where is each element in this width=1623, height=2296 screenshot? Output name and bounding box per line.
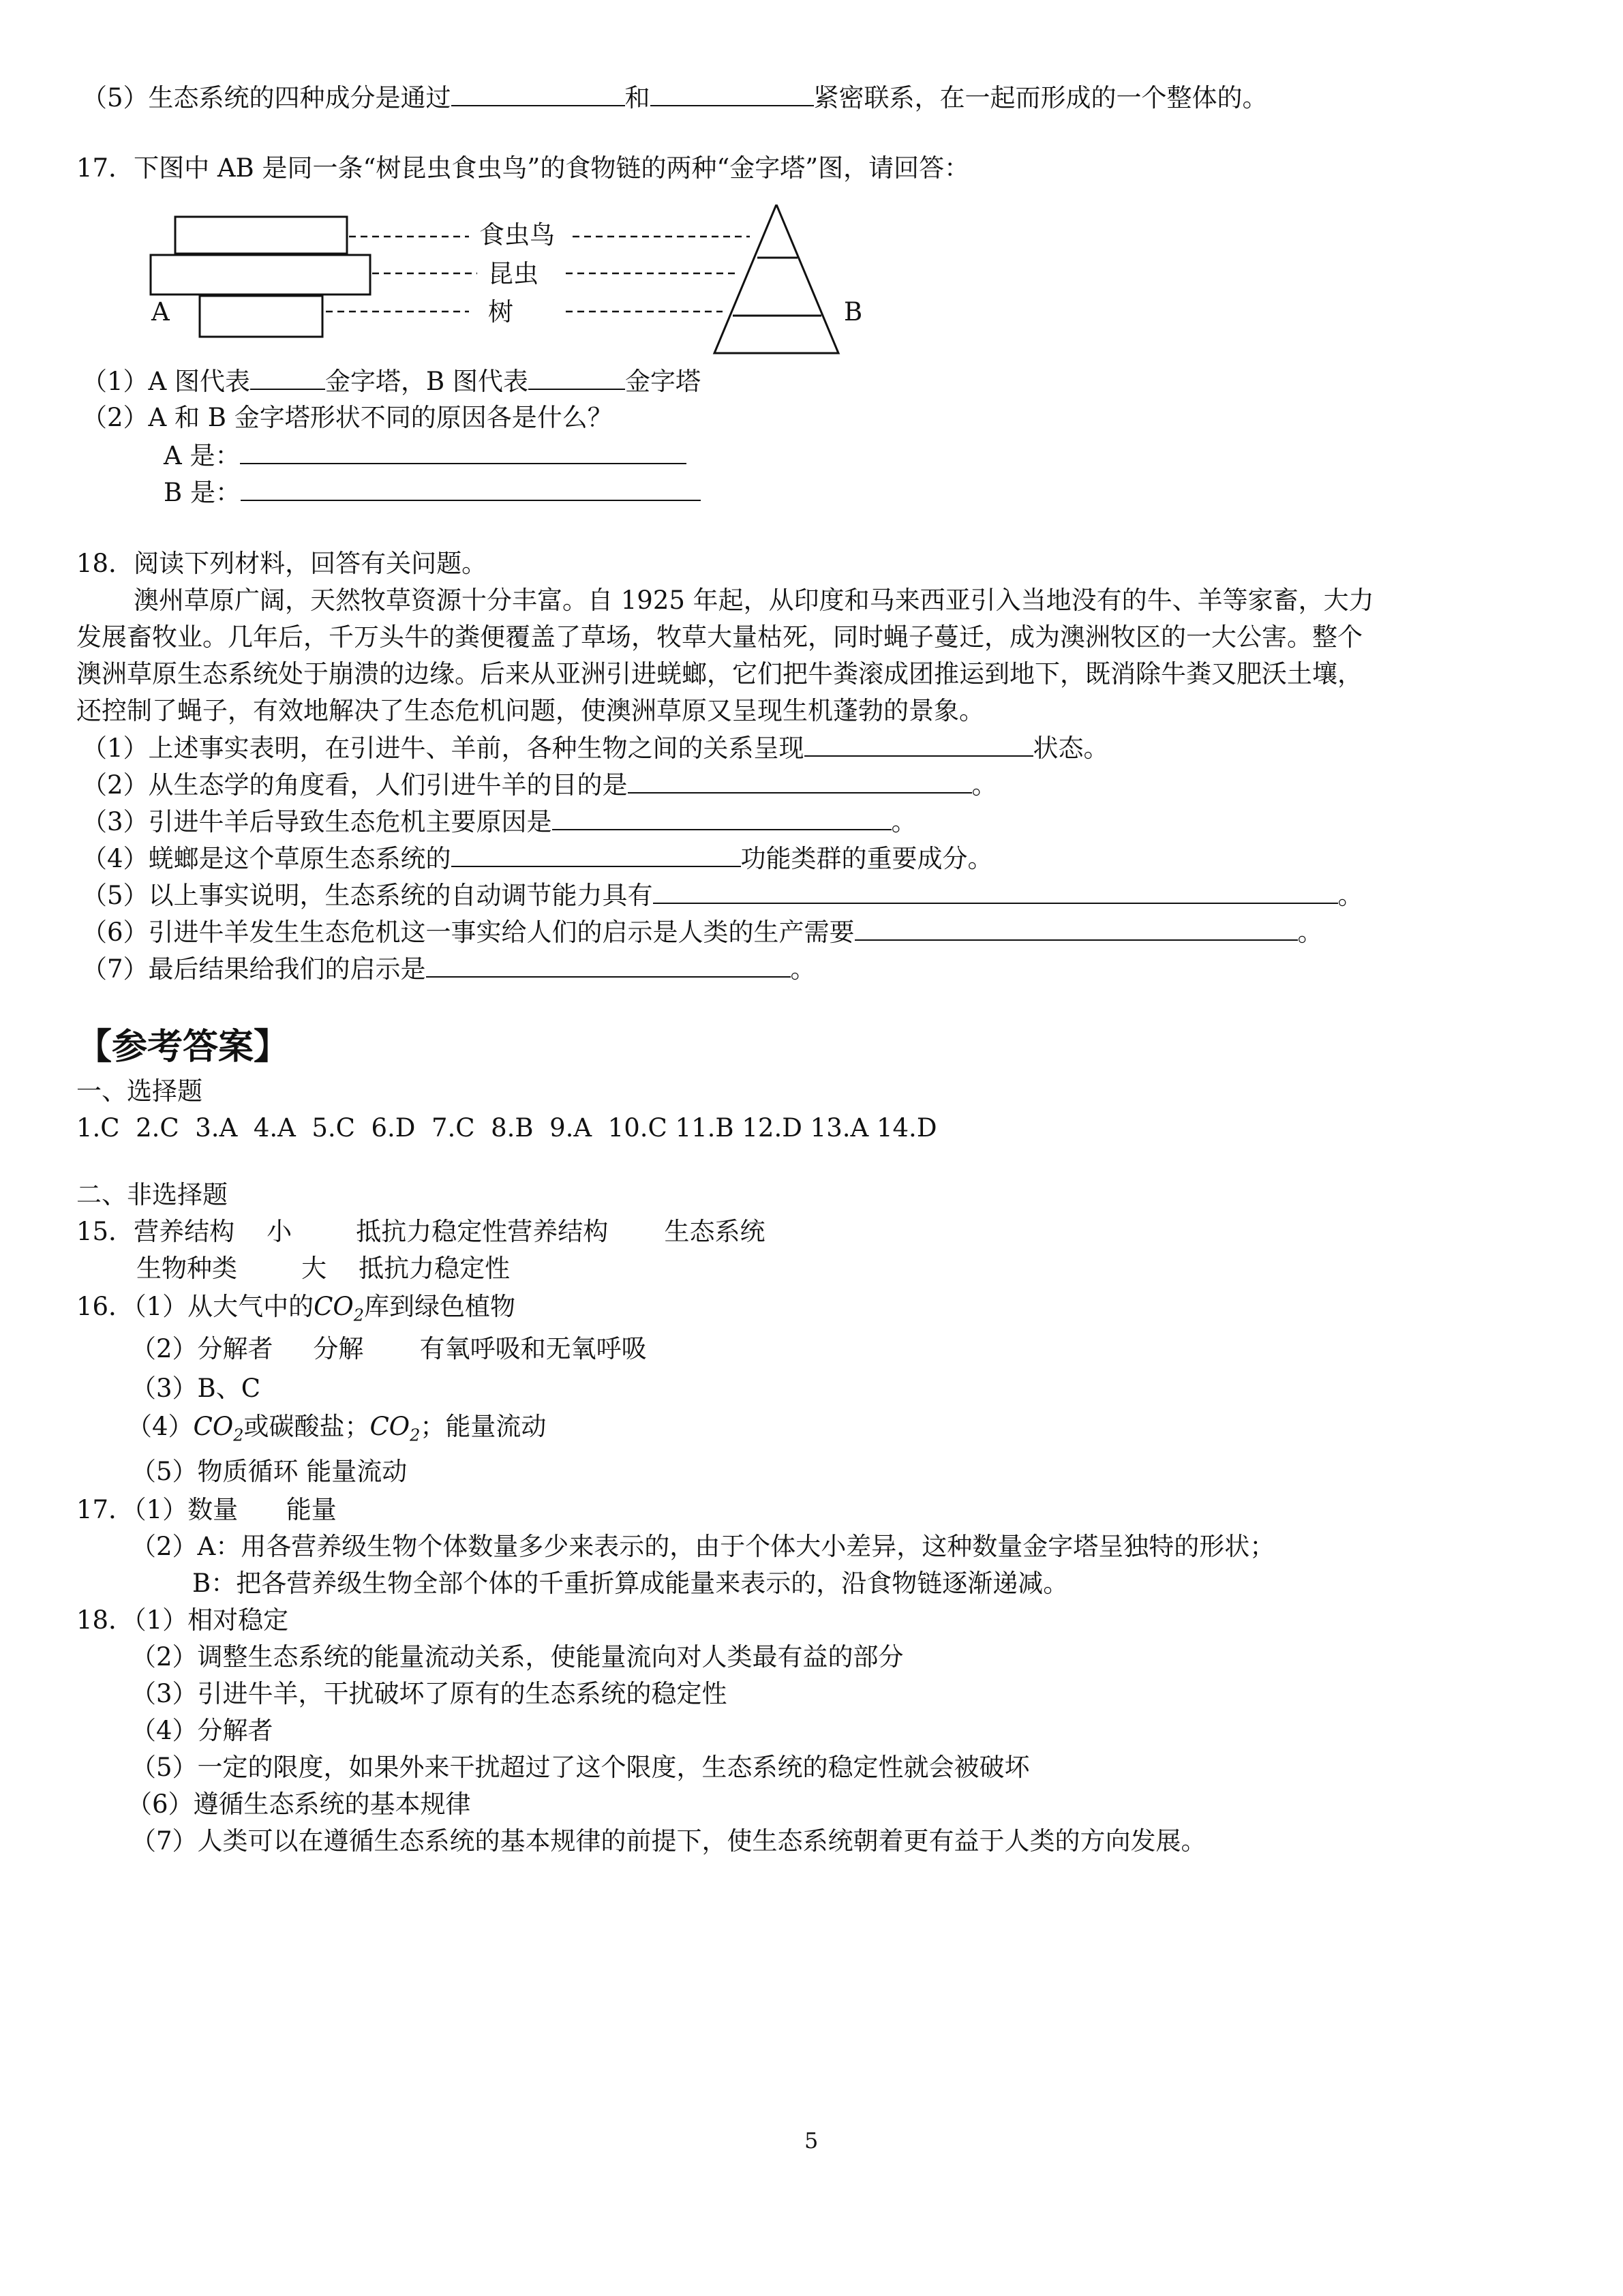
q18-blank-2[interactable] [628, 772, 972, 794]
q17-p1-b: 金字塔，B 图代表 [325, 367, 528, 396]
pyramid-diagram [0, 205, 886, 382]
q17-p1-c: 金字塔 [624, 367, 701, 396]
page-number: 5 [804, 2128, 819, 2154]
q18-sub6: （6）引进牛羊发生生态危机这一事实给人们的启示是人类的生产需要 。 [82, 918, 1323, 947]
answer-16-3: （3）B、C [131, 1374, 261, 1403]
q18-stem: 18．阅读下列材料，回答有关问题。 [76, 549, 487, 578]
answer-16-2: （2）分解者 分解 有氧呼吸和无氧呼吸 [131, 1334, 647, 1363]
q17-b-blank[interactable] [241, 479, 701, 501]
pyramid-a-top-bar [175, 217, 347, 254]
q16-5-mid: 和 [624, 83, 650, 112]
q18-sub4: （4）蜣螂是这个草原生态系统的 功能类群的重要成分。 [82, 844, 993, 873]
q18-sub2: （2）从生态学的角度看，人们引进牛羊的目的是 。 [82, 770, 997, 800]
answer-18-3: （3）引进牛羊，干扰破坏了原有的生态系统的稳定性 [131, 1679, 727, 1708]
answers-section-1: 一、选择题 [76, 1076, 202, 1106]
pyramid-a-bottom-bar [200, 296, 322, 337]
answer-16-4: $(4)CO_2$或碳酸盐；$CO_2$；能量流动 [127, 1412, 547, 1445]
q18-blank-5[interactable] [653, 882, 1338, 904]
q18-blank-1[interactable] [804, 735, 1033, 757]
q18-sub1: （1）上述事实表明，在引进牛、羊前，各种生物之间的关系呈现 状态。 [82, 734, 1109, 763]
q17-blank-a[interactable] [250, 368, 325, 390]
label-b: B [844, 297, 863, 327]
answer-18-6: （6）遵循生态系统的基本规律 [127, 1789, 471, 1819]
answer-17-1: 17．（1）数量 能量 [76, 1495, 337, 1524]
q17-stem: 17．下图中 AB 是同一条“树昆虫食虫鸟”的食物链的两种“金字塔”图，请回答： [76, 153, 970, 183]
q18-blank-6[interactable] [855, 919, 1298, 941]
q16-5-blank-1[interactable] [451, 85, 625, 106]
q17-a-answer-line [164, 442, 686, 468]
answer-18-2: （2）调整生态系统的能量流动关系，使能量流向对人类最有益的部分 [131, 1642, 904, 1672]
answer-16-1: 16．（1）从大气中的$CO_2$库到绿色植物 [76, 1292, 516, 1325]
q18-sub3: （3）引进牛羊后导致生态危机主要原因是 。 [82, 807, 917, 836]
q17-p1-a: （1）A 图代表 [82, 367, 251, 396]
pyramid-a-middle-bar [151, 255, 370, 294]
q17-b-is: B 是： [164, 478, 241, 507]
co2-formula: $CO_2$ [193, 1412, 244, 1445]
q17-a-blank[interactable] [240, 442, 686, 464]
answers-section-2: 二、非选择题 [76, 1180, 228, 1209]
pyramid-b-triangle [714, 205, 838, 353]
q18-blank-4[interactable] [451, 845, 741, 867]
level-label-bottom: 树 [488, 297, 513, 327]
q18-sub5: （5）以上事实说明，生态系统的自动调节能力具有 。 [82, 881, 1363, 910]
answer-18-1: 18．（1）相对稳定 [76, 1605, 289, 1635]
q18-para-line-4: 还控制了蝇子，有效地解决了生态危机问题，使澳洲草原又呈现生机蓬勃的景象。 [76, 696, 984, 725]
co2-formula: $CO_2$ [369, 1412, 421, 1445]
answer-18-4: （4）分解者 [131, 1716, 273, 1745]
q16-5-blank-2[interactable] [650, 85, 814, 106]
answer-15-line-2: 生物种类 大 抵抗力稳定性 [136, 1254, 511, 1283]
q18-blank-3[interactable] [552, 809, 892, 830]
q17-blank-b[interactable] [528, 368, 625, 390]
answer-18-7: （7）人类可以在遵循生态系统的基本规律的前提下，使生态系统朝着更有益于人类的方向发展。 [131, 1826, 1207, 1856]
q17-part1 [82, 368, 701, 394]
q18-para-line-2: 发展畜牧业。几年后，千万头牛的粪便覆盖了草场，牧草大量枯死，同时蝇子蔓迁，成为澳洲牧区的一大公害。整个 [76, 622, 1363, 652]
answer-16-5: （5）物质循环 能量流动 [131, 1457, 408, 1486]
q17-a-is: A 是： [164, 441, 241, 470]
pyramid-a [151, 217, 370, 337]
answer-18-5: （5）一定的限度，如果外来干扰超过了这个限度，生态系统的稳定性就会被破坏 [131, 1753, 1030, 1782]
answer-15-line-1: 15．营养结构 小 抵抗力稳定性营养结构 生态系统 [76, 1217, 765, 1246]
q17-b-answer-line [164, 479, 701, 505]
level-label-mid: 昆虫 [488, 259, 539, 288]
q16-5-pre: （5）生态系统的四种成分是通过 [82, 83, 451, 112]
level-label-top: 食虫鸟 [479, 220, 555, 250]
answers-title: 【参考答案】 [76, 1026, 290, 1068]
q18-para-line-1: 澳州草原广阔，天然牧草资源十分丰富。自 1925 年起，从印度和马来西亚引入当地没有的牛、羊等家畜，大力 [134, 586, 1374, 615]
co2-formula: $CO_2$ [314, 1292, 365, 1325]
q18-blank-7[interactable] [426, 956, 791, 978]
answers-choices: 1.C 2.C 3.A 4.A 5.C 6.D 7.C 8.B 9.A 10.C 11.B 12.D 13.A 14.D [76, 1113, 937, 1143]
q18-sub7: （7）最后结果给我们的启示是 。 [82, 954, 816, 984]
q16-5-line [82, 85, 1268, 110]
pyramid-b [714, 205, 838, 353]
answer-17-2a: （2）A：用各营养级生物个体数量多少来表示的，由于个体大小差异，这种数量金字塔呈独特的形状； [131, 1532, 1275, 1561]
q16-5-post: 紧密联系，在一起而形成的一个整体的。 [813, 83, 1268, 112]
label-a: A [151, 297, 170, 327]
answer-17-2b: B：把各营养级生物全部个体的千重折算成能量来表示的，沿食物链逐渐递减。 [192, 1569, 1069, 1598]
q18-para-line-3: 澳洲草原生态系统处于崩溃的边缘。后来从亚洲引进蜣螂，它们把牛粪滚成团推运到地下，既消除牛粪又肥沃土壤， [76, 659, 1363, 689]
q17-part2: （2）A 和 B 金字塔形状不同的原因各是什么？ [82, 403, 613, 432]
